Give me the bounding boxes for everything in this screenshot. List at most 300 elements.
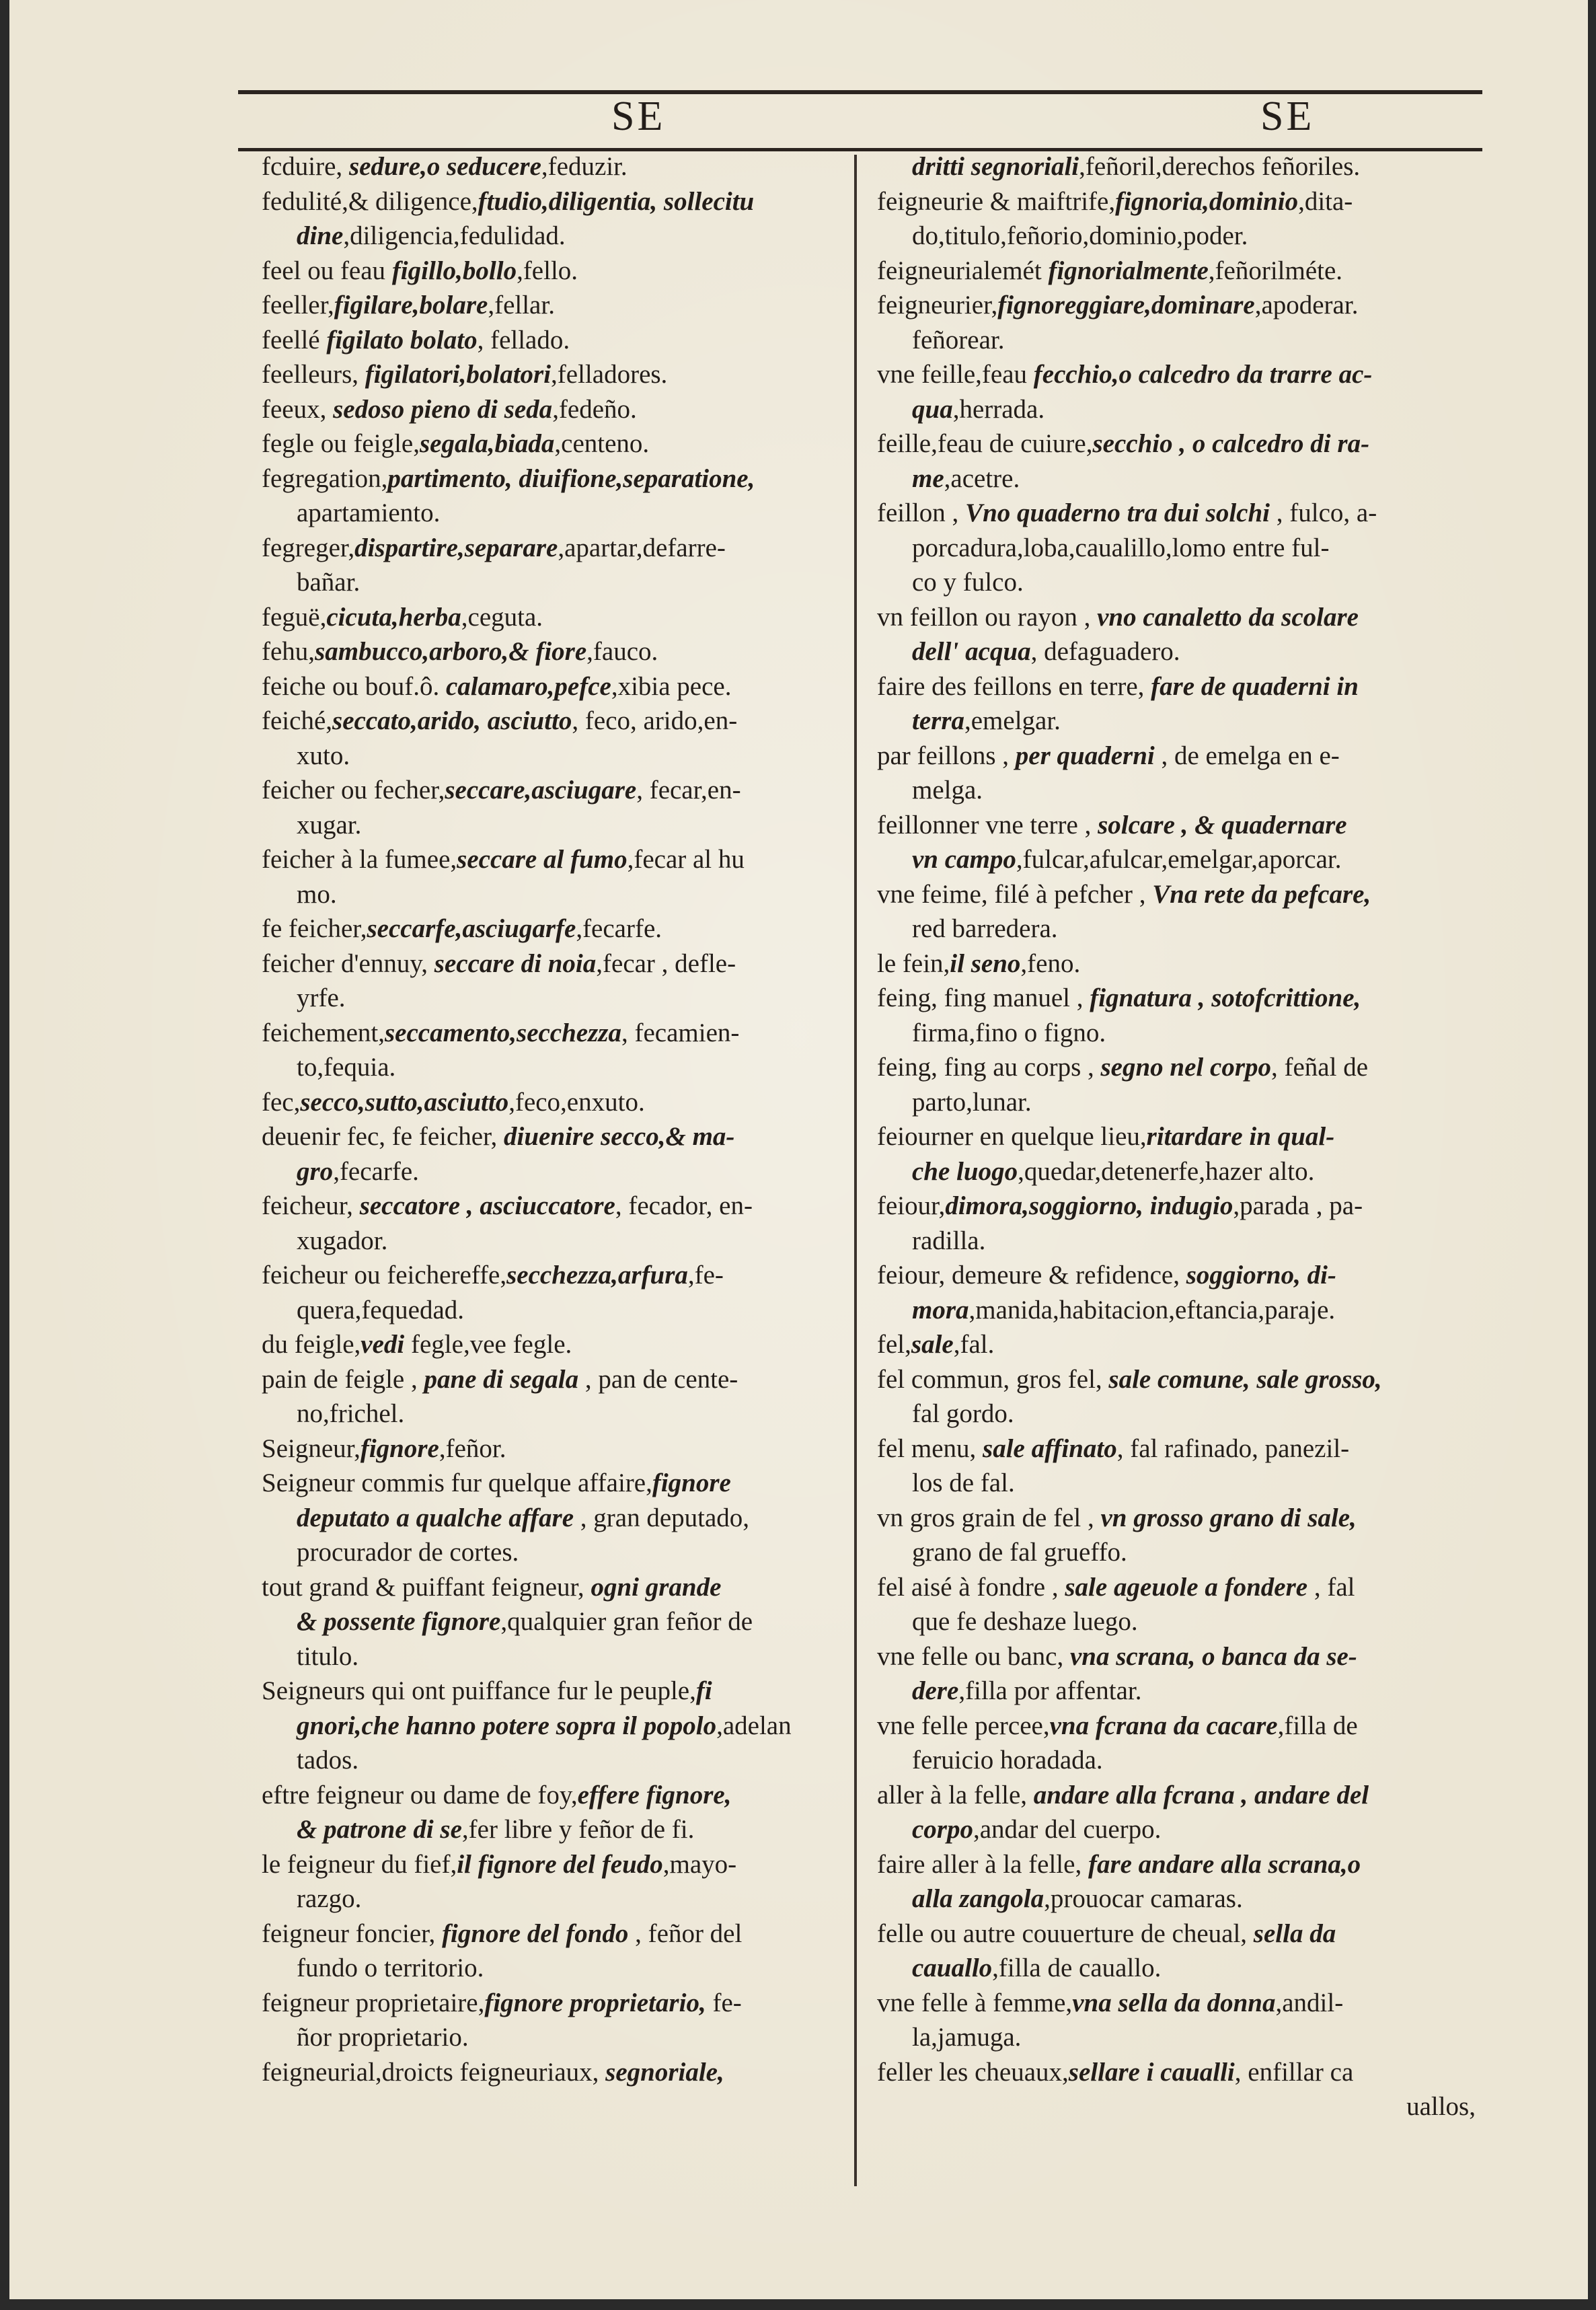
entry-text: feeux, — [262, 394, 334, 424]
entry-text-rest: , fellado. — [477, 325, 570, 355]
entry-line — [262, 496, 840, 531]
entry-italian: deputato a qualche affare — [297, 1503, 574, 1532]
entry-text: vne felle percee, — [877, 1711, 1050, 1740]
entry-line — [262, 426, 840, 461]
entry-italian: seccato,arido, asciutto — [332, 706, 572, 735]
entry-italian: pane di segala — [424, 1364, 579, 1394]
entry-text: fegle ou feigle, — [262, 429, 420, 458]
entry-line — [877, 669, 1476, 704]
entry-italian: mora — [912, 1295, 969, 1325]
entry-text: melga. — [912, 776, 983, 805]
entry-italian: seccare di noia — [434, 948, 597, 978]
entry-text: feing, fing manuel , — [877, 983, 1090, 1012]
entry-line — [262, 1709, 840, 1744]
entry-italian: dere — [912, 1676, 959, 1705]
entry-line — [877, 981, 1476, 1016]
entry-line — [262, 1535, 840, 1570]
entry-line — [262, 1154, 840, 1189]
entry-text: aller à la felle, — [877, 1780, 1034, 1810]
entry-text: fegreger, — [262, 533, 355, 562]
entry-italian: fare de quaderni in — [1151, 671, 1359, 701]
entry-text-rest: , enfillar ca — [1234, 2057, 1354, 2087]
entry-text: feigneurial,droicts feigneuriaux, — [262, 2057, 606, 2087]
entry-line — [262, 392, 840, 427]
entry-text-rest: ,feno. — [1020, 948, 1081, 978]
entry-line — [877, 531, 1476, 566]
entry-text: fel, — [877, 1330, 911, 1359]
entry-text-rest: ,fauco. — [586, 637, 658, 666]
entry-line — [877, 1916, 1476, 1951]
entry-text: porcadura,loba,caualillo,lomo entre ful- — [912, 533, 1330, 562]
entry-italian: seccamento,secchezza — [384, 1018, 621, 1047]
entry-text-rest: , fecar,en- — [636, 776, 741, 805]
entry-line — [262, 565, 840, 600]
entry-text-rest: ,fecarfe. — [576, 914, 662, 943]
entry-text: yrfe. — [297, 983, 346, 1012]
entry-text: feiourner en quelque lieu, — [877, 1122, 1147, 1151]
entry-text: feigneur proprietaire, — [262, 1988, 485, 2017]
entry-italian: figillo,bollo — [391, 256, 517, 285]
entry-text: feellé — [262, 325, 327, 355]
entry-italian: fignore — [652, 1468, 731, 1497]
entry-line — [262, 1466, 840, 1501]
entry-text: red barredera. — [912, 914, 1058, 943]
entry-italian: dine — [297, 221, 344, 250]
entry-text: procurador de cortes. — [297, 1538, 519, 1567]
entry-italian: fare andare alla scrana,o — [1088, 1849, 1361, 1879]
entry-italian: fignoria,dominio — [1115, 186, 1299, 216]
entry-line — [262, 357, 840, 392]
entry-line — [262, 1501, 840, 1536]
entry-line — [262, 634, 840, 669]
entry-text: tout grand & puiffant feigneur, — [262, 1572, 591, 1602]
entry-text-rest: fe- — [706, 1988, 742, 2017]
entry-line — [262, 1881, 840, 1916]
entry-line — [262, 1224, 840, 1259]
entry-line — [877, 877, 1476, 912]
entry-line — [262, 2020, 840, 2055]
entry-italian: andare alla fcrana , andare del — [1033, 1780, 1369, 1810]
entry-text-rest: , fecador, en- — [615, 1191, 753, 1220]
entry-line — [877, 184, 1476, 219]
entry-text: vn gros grain de fel , — [877, 1503, 1101, 1532]
entry-text: fcduire, — [262, 152, 349, 181]
entry-text: feille,feau de cuiure, — [877, 429, 1093, 458]
entry-text-rest: ,adelan — [716, 1711, 792, 1740]
entry-text-rest: ,fecar , defle- — [596, 948, 736, 978]
entry-italian: per quaderni — [1015, 741, 1155, 770]
entry-text-rest: ,fecarfe. — [333, 1156, 419, 1186]
entry-text-rest: ,andar del cuerpo. — [973, 1815, 1162, 1844]
entry-line — [262, 1189, 840, 1224]
entry-line — [877, 2089, 1476, 2124]
entry-line — [262, 946, 840, 981]
entry-text: grano de fal grueffo. — [912, 1538, 1127, 1567]
entry-italian: sedure,o seducere — [348, 152, 541, 181]
entry-italian: seccarfe,asciugarfe — [367, 914, 576, 943]
entry-text: feicher à la fumee, — [262, 845, 457, 874]
entry-italian: che luogo — [912, 1156, 1018, 1186]
entry-text-rest: ,dita- — [1298, 186, 1353, 216]
entry-line — [877, 808, 1476, 843]
entry-text: feicheur, — [262, 1191, 360, 1220]
entry-text: vne feime, filé à pefcher , — [877, 879, 1153, 909]
entry-text: feichement, — [262, 1018, 385, 1047]
entry-line — [877, 1604, 1476, 1639]
entry-italian: & patrone di se — [297, 1815, 462, 1844]
entry-text: Seigneur, — [262, 1433, 360, 1463]
entry-italian: effere fignore, — [577, 1780, 732, 1810]
entry-text: vne felle à femme, — [877, 1988, 1073, 2017]
entry-line — [262, 981, 840, 1016]
entry-italian: sellare i caualli — [1068, 2057, 1235, 2087]
entry-italian: fignore — [360, 1433, 439, 1463]
entry-line — [262, 1639, 840, 1674]
entry-text: feicher ou fecher, — [262, 776, 445, 805]
entry-line — [262, 461, 840, 496]
entry-line — [877, 1085, 1476, 1120]
entry-line — [262, 1050, 840, 1085]
entry-italian: gnori,che hanno potere sopra il popolo — [297, 1711, 717, 1740]
entry-text: par feillons , — [877, 741, 1016, 770]
entry-text: feiour, — [877, 1191, 946, 1220]
entry-line — [877, 1258, 1476, 1293]
entry-text: firma,fino o figno. — [912, 1018, 1106, 1047]
entry-line — [877, 357, 1476, 392]
entry-line — [877, 704, 1476, 739]
entry-text: fel menu, — [877, 1433, 983, 1463]
entry-text: xuto. — [297, 741, 350, 770]
entry-line — [877, 1466, 1476, 1501]
entry-text: quera,fequedad. — [297, 1295, 465, 1325]
entry-italian: sale affinato — [983, 1433, 1117, 1463]
entry-italian: seccare al fumo — [457, 845, 628, 874]
entry-line — [877, 1847, 1476, 1882]
entry-line — [877, 1396, 1476, 1431]
entry-line — [262, 1778, 840, 1813]
entry-text: deuenir fec, fe feicher, — [262, 1122, 504, 1151]
entry-italian: partimento, diuifione,separatione, — [387, 463, 755, 493]
entry-line — [262, 1362, 840, 1397]
dictionary-page — [9, 0, 1588, 2299]
entry-text-rest: ,emelgar. — [964, 706, 1061, 735]
entry-italian: sella da — [1253, 1918, 1336, 1948]
entry-text: feguë, — [262, 602, 327, 632]
entry-line — [262, 531, 840, 566]
entry-text: la,jamuga. — [912, 2023, 1022, 2052]
entry-italian: vno canaletto da scolare — [1097, 602, 1359, 632]
entry-line — [877, 219, 1476, 254]
entry-text: bañar. — [297, 568, 360, 597]
entry-text: Seigneur commis fur quelque affaire, — [262, 1468, 652, 1497]
entry-italian: fignoreggiare,dominare — [997, 291, 1255, 320]
entry-text-rest: ,fe- — [687, 1261, 724, 1290]
entry-italian: vna scrana, o banca da se- — [1069, 1641, 1357, 1671]
entry-text-rest: ,acetre. — [944, 463, 1020, 493]
entry-line — [877, 1224, 1476, 1259]
entry-text: le feigneur du fief, — [262, 1849, 457, 1879]
entry-italian: terra — [912, 706, 964, 735]
entry-line — [262, 1986, 840, 2021]
entry-line — [262, 1016, 840, 1051]
entry-italian: vna sella da donna — [1072, 1988, 1276, 2017]
entry-line — [877, 1189, 1476, 1224]
entry-text: fundo o territorio. — [297, 1953, 484, 1982]
entry-text-rest: ,feñoril,derechos feñoriles. — [1079, 152, 1361, 181]
entry-line — [877, 1986, 1476, 2021]
left-column — [262, 149, 840, 2089]
entry-line — [262, 1674, 840, 1709]
entry-italian: secco,sutto,asciutto — [300, 1087, 509, 1117]
entry-text: feigneur foncier, — [262, 1918, 443, 1948]
entry-text: co y fulco. — [912, 568, 1024, 597]
entry-text: fec, — [262, 1087, 301, 1117]
entry-text-rest: ,centeno. — [554, 429, 650, 458]
entry-line — [877, 2055, 1476, 2090]
entry-text-rest: ,andil- — [1275, 1988, 1344, 2017]
entry-italian: ftudio,diligentia, sollecitu — [478, 186, 755, 216]
entry-text: no,frichel. — [297, 1399, 405, 1428]
entry-text: feing, fing au corps , — [877, 1053, 1101, 1082]
entry-italian: vedi — [360, 1330, 405, 1359]
entry-line — [877, 2020, 1476, 2055]
entry-text-rest: ,fulcar,afulcar,emelgar,aporcar. — [1016, 845, 1342, 874]
entry-text: feiour, demeure & refidence, — [877, 1261, 1186, 1290]
entry-line — [262, 323, 840, 358]
entry-line — [262, 739, 840, 774]
entry-text-rest: , fal rafinado, panezil- — [1116, 1433, 1350, 1463]
entry-italian: sambucco,arboro,& fiore — [315, 637, 587, 666]
entry-text-rest: ,mayo- — [662, 1849, 737, 1879]
entry-italian: figilare,bolare — [334, 291, 488, 320]
entry-line — [262, 704, 840, 739]
entry-text-rest: , fal — [1307, 1572, 1355, 1602]
entry-italian: alla zangola — [912, 1884, 1044, 1913]
entry-text-rest: , feñal de — [1271, 1053, 1369, 1082]
entry-line — [877, 1639, 1476, 1674]
entry-line — [262, 1743, 840, 1778]
entry-text-rest: , de emelga en e- — [1154, 741, 1340, 770]
entry-line — [262, 1119, 840, 1154]
entry-text: faire aller à la felle, — [877, 1849, 1088, 1879]
entry-italian: segnoriale, — [605, 2057, 724, 2087]
entry-text-rest: , pan de cente- — [578, 1364, 738, 1394]
entry-text: feicher d'ennuy, — [262, 948, 434, 978]
entry-line — [262, 1570, 840, 1605]
entry-line — [877, 254, 1476, 289]
entry-line — [877, 323, 1476, 358]
entry-line — [877, 1570, 1476, 1605]
entry-text-rest: ,feñor. — [439, 1433, 506, 1463]
entry-text: tados. — [297, 1746, 359, 1775]
entry-line — [262, 288, 840, 323]
entry-italian: dimora,soggiorno, indugio — [945, 1191, 1233, 1220]
entry-italian: secchezza,arfura — [506, 1261, 688, 1290]
entry-text: feigneurier, — [877, 291, 998, 320]
entry-line — [877, 1501, 1476, 1536]
entry-line — [877, 1362, 1476, 1397]
entry-text: fe feicher, — [262, 914, 367, 943]
entry-italian: sale comune, sale grosso, — [1108, 1364, 1382, 1394]
entry-line — [262, 808, 840, 843]
entry-italian: corpo — [912, 1815, 973, 1844]
entry-text: fedulité,& diligence, — [262, 186, 478, 216]
entry-italian: secchio , o calcedro di ra- — [1092, 429, 1370, 458]
entry-line — [877, 1743, 1476, 1778]
entry-text-rest: fegle,vee fegle. — [404, 1330, 572, 1359]
entry-line — [877, 1535, 1476, 1570]
entry-text: los de fal. — [912, 1468, 1015, 1497]
entry-italian: fignore del fondo — [442, 1918, 629, 1948]
entry-line — [262, 1916, 840, 1951]
entry-line — [877, 600, 1476, 635]
entry-line — [262, 1258, 840, 1293]
entry-italian: fecchio,o calcedro da trarre ac- — [1033, 360, 1373, 389]
entry-text-rest: ,filla de cauallo. — [992, 1953, 1162, 1982]
entry-text: vne felle ou banc, — [877, 1641, 1070, 1671]
entry-line — [877, 946, 1476, 981]
entry-line — [877, 1812, 1476, 1847]
entry-line — [877, 288, 1476, 323]
entry-text-rest: ,fal. — [953, 1330, 995, 1359]
entry-text: razgo. — [297, 1884, 362, 1913]
entry-text: uallos, — [1406, 2092, 1476, 2121]
entry-italian: ritardare in qual- — [1146, 1122, 1335, 1151]
entry-text: fel aisé à fondre , — [877, 1572, 1065, 1602]
entry-line — [877, 634, 1476, 669]
entry-italian: fi — [695, 1676, 712, 1705]
entry-line — [262, 1085, 840, 1120]
entry-text: feñorear. — [912, 325, 1005, 355]
entry-text: Seigneurs qui ont puiffance fur le peuple, — [262, 1676, 696, 1705]
entry-text: felle ou autre couuerture de cheual, — [877, 1918, 1254, 1948]
entry-text-rest: ,feduzir. — [541, 152, 628, 181]
entry-line — [262, 669, 840, 704]
entry-text: feller les cheuaux, — [877, 2057, 1069, 2087]
header-word-right: SE — [1260, 94, 1315, 139]
entry-line — [877, 1293, 1476, 1328]
entry-text: titulo. — [297, 1641, 359, 1671]
entry-text-rest: ,fello. — [517, 256, 578, 285]
entry-line — [262, 842, 840, 877]
entry-text-rest: ,filla por affentar. — [958, 1676, 1142, 1705]
entry-text-rest: ,feñorilméte. — [1208, 256, 1343, 285]
entry-text: feiche ou bouf.ô. — [262, 671, 446, 701]
entry-italian: dritti segnoriali — [912, 152, 1079, 181]
entry-text-rest: ,parada , pa- — [1233, 1191, 1363, 1220]
entry-line — [262, 184, 840, 219]
right-column — [877, 149, 1476, 2124]
entry-line — [877, 1119, 1476, 1154]
entry-italian: vn campo — [912, 845, 1016, 874]
entry-line — [262, 877, 840, 912]
entry-text: fal gordo. — [912, 1399, 1014, 1428]
entry-text: to,fequia. — [297, 1053, 396, 1082]
entry-text: do,titulo,feñorio,dominio,poder. — [912, 221, 1248, 250]
header-word-left: SE — [611, 94, 666, 139]
entry-italian: gro — [297, 1156, 334, 1186]
entry-line — [877, 1881, 1476, 1916]
entry-text: feillonner vne terre , — [877, 810, 1098, 840]
entry-line — [877, 842, 1476, 877]
entry-line — [262, 254, 840, 289]
entry-text: eftre feigneur ou dame de foy, — [262, 1780, 578, 1810]
entry-line — [877, 1154, 1476, 1189]
entry-italian: fignorialmente — [1048, 256, 1209, 285]
entry-line — [877, 149, 1476, 184]
entry-text: feigneurialemét — [877, 256, 1049, 285]
entry-text: feiché, — [262, 706, 333, 735]
entry-text: ñor proprietario. — [297, 2023, 469, 2052]
entry-text-rest: ,apartar,defarre- — [558, 533, 726, 562]
entry-text-rest: ,qualquier gran feñor de — [500, 1607, 753, 1636]
entry-italian: fignatura , sotofcrittione, — [1090, 983, 1361, 1012]
entry-text: faire des feillons en terre, — [877, 671, 1151, 701]
column-divider — [854, 155, 857, 2186]
entry-text: vne feille,feau — [877, 360, 1034, 389]
entry-text-rest: ,fedeño. — [552, 394, 637, 424]
entry-text-rest: ,fer libre y feñor de fi. — [461, 1815, 695, 1844]
entry-line — [262, 2055, 840, 2090]
entry-text-rest: ,xibia pece. — [611, 671, 732, 701]
entry-text: fel commun, gros fel, — [877, 1364, 1109, 1394]
entry-italian: sale — [911, 1330, 954, 1359]
entry-text-rest: ,diligencia,fedulidad. — [343, 221, 566, 250]
entry-line — [262, 1396, 840, 1431]
entry-line — [877, 1431, 1476, 1466]
entry-text: apartamiento. — [297, 498, 441, 527]
entry-line — [262, 1951, 840, 1986]
entry-line — [262, 1812, 840, 1847]
entry-italian: & possente fignore — [297, 1607, 501, 1636]
entry-italian: sedoso pieno di seda — [333, 394, 553, 424]
entry-italian: Vno quaderno tra dui solchi — [965, 498, 1270, 527]
entry-text-rest: ,herrada. — [952, 394, 1045, 424]
entry-line — [877, 1050, 1476, 1085]
entry-line — [877, 461, 1476, 496]
entry-italian: segno nel corpo — [1100, 1053, 1271, 1082]
entry-text: feicheur ou feichereffe, — [262, 1261, 507, 1290]
entry-line — [877, 1327, 1476, 1362]
entry-text-rest: ,ceguta. — [461, 602, 543, 632]
entry-text: feillon , — [877, 498, 966, 527]
entry-line — [877, 773, 1476, 808]
entry-italian: calamaro,pefce — [446, 671, 611, 701]
entry-text: mo. — [297, 879, 337, 909]
entry-text-rest: ,felladores. — [551, 360, 668, 389]
entry-line — [877, 496, 1476, 531]
entry-italian: vn grosso grano di sale, — [1100, 1503, 1357, 1532]
entry-text-rest: , feco, arido,en- — [572, 706, 738, 735]
entry-italian: ogni grande — [591, 1572, 722, 1602]
entry-text: du feigle, — [262, 1330, 361, 1359]
entry-line — [877, 1778, 1476, 1813]
entry-italian: segala,biada — [419, 429, 555, 458]
entry-text-rest: , fecamien- — [621, 1018, 740, 1047]
entry-text-rest: , feñor del — [628, 1918, 743, 1948]
entry-line — [877, 911, 1476, 946]
entry-line — [877, 1709, 1476, 1744]
entry-italian: Vna rete da pefcare, — [1152, 879, 1371, 909]
entry-line — [262, 1327, 840, 1362]
entry-italian: vna fcrana da cacare — [1049, 1711, 1278, 1740]
entry-text: feelleurs, — [262, 360, 365, 389]
entry-text-rest: , fulco, a- — [1270, 498, 1377, 527]
entry-text-rest: ,manida,habitacion,eftancia,paraje. — [968, 1295, 1336, 1325]
entry-line — [262, 600, 840, 635]
entry-line — [262, 911, 840, 946]
entry-text-rest: ,prouocar camaras. — [1044, 1884, 1243, 1913]
